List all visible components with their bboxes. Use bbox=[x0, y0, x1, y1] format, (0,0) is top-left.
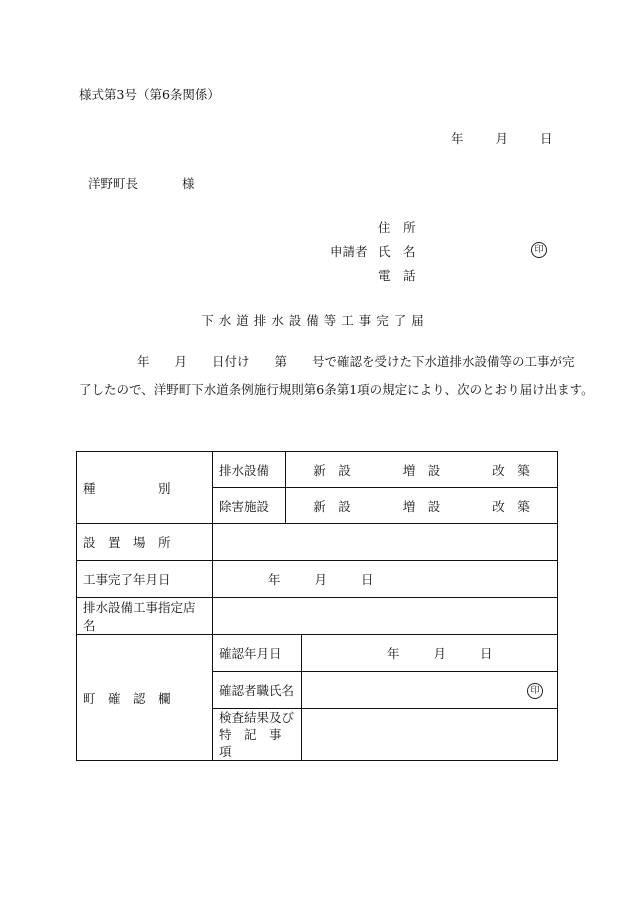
phone-label: 電 話 bbox=[378, 268, 416, 283]
table-row bbox=[77, 561, 558, 598]
option-rebuild[interactable]: 改 築 bbox=[492, 462, 530, 478]
notification-table bbox=[76, 451, 558, 761]
seal-icon: 印 bbox=[527, 683, 543, 699]
option-new[interactable]: 新 設 bbox=[313, 462, 351, 478]
abatement-options[interactable] bbox=[286, 488, 558, 524]
addressee bbox=[88, 174, 195, 192]
completion-day: 日 bbox=[360, 572, 374, 587]
option-rebuild[interactable]: 改 築 bbox=[492, 498, 530, 514]
date-day: 日 bbox=[539, 131, 553, 146]
location-field[interactable] bbox=[213, 524, 558, 561]
drainage-label: 排水設備 bbox=[213, 452, 286, 488]
confirm-month: 月 bbox=[433, 646, 446, 661]
completion-month: 月 bbox=[314, 572, 327, 587]
inspection-label bbox=[213, 709, 302, 761]
inspection-field[interactable] bbox=[302, 709, 558, 761]
inspection-label-line-1: 検査結果及び bbox=[219, 710, 295, 725]
date-month: 月 bbox=[495, 131, 508, 146]
completion-date-field[interactable] bbox=[213, 561, 558, 598]
table-row bbox=[77, 598, 558, 635]
table-row bbox=[77, 635, 558, 672]
abatement-label: 除害施設 bbox=[213, 488, 286, 524]
contractor-field[interactable] bbox=[213, 598, 558, 635]
town-confirm-label: 町 確 認 欄 bbox=[77, 635, 213, 761]
option-add[interactable]: 増 設 bbox=[402, 462, 441, 478]
completion-label: 工事完了年月日 bbox=[77, 561, 213, 598]
drainage-options[interactable] bbox=[286, 452, 558, 488]
option-add[interactable]: 増 設 bbox=[402, 498, 441, 514]
option-new[interactable]: 新 設 bbox=[313, 498, 351, 514]
table-row bbox=[77, 452, 558, 488]
body-line-2: 了したので、洋野町下水道条例施行規則第6条第1項の規定により、次のとおり届け出ます。 bbox=[79, 382, 594, 397]
confirmer-label: 確認者職氏名 bbox=[213, 672, 302, 709]
confirmer-field[interactable] bbox=[302, 672, 558, 709]
inspection-label-line-2: 特 記 事 項 bbox=[219, 727, 295, 759]
table-row bbox=[77, 524, 558, 561]
document-title: 下水道排水設備等工事完了届 bbox=[201, 313, 429, 328]
body-line-1: 年 月 日付け 第 号で確認を受けた下水道排水設備等の工事が完 bbox=[137, 354, 575, 369]
confirm-date-label: 確認年月日 bbox=[213, 635, 302, 672]
completion-year: 年 bbox=[268, 572, 281, 587]
name-label: 氏 名 bbox=[378, 244, 416, 259]
type-label: 種 別 bbox=[83, 480, 171, 496]
location-label: 設 置 場 所 bbox=[77, 524, 213, 561]
type-label-cell bbox=[77, 452, 213, 524]
confirm-year: 年 bbox=[387, 646, 400, 661]
confirm-day: 日 bbox=[479, 646, 493, 661]
honorific: 様 bbox=[182, 176, 195, 191]
form-number: 様式第3号（第6条関係） bbox=[79, 87, 220, 102]
date-year: 年 bbox=[451, 131, 464, 146]
applicant-title: 申請者 bbox=[330, 244, 368, 259]
confirm-date-field[interactable] bbox=[302, 635, 558, 672]
contractor-label: 排水設備工事指定店名 bbox=[77, 598, 213, 635]
address-label: 住 所 bbox=[378, 220, 416, 235]
addressee-name: 洋野町長 bbox=[88, 176, 139, 191]
submission-date bbox=[451, 129, 552, 147]
seal-icon: 印 bbox=[531, 242, 547, 258]
